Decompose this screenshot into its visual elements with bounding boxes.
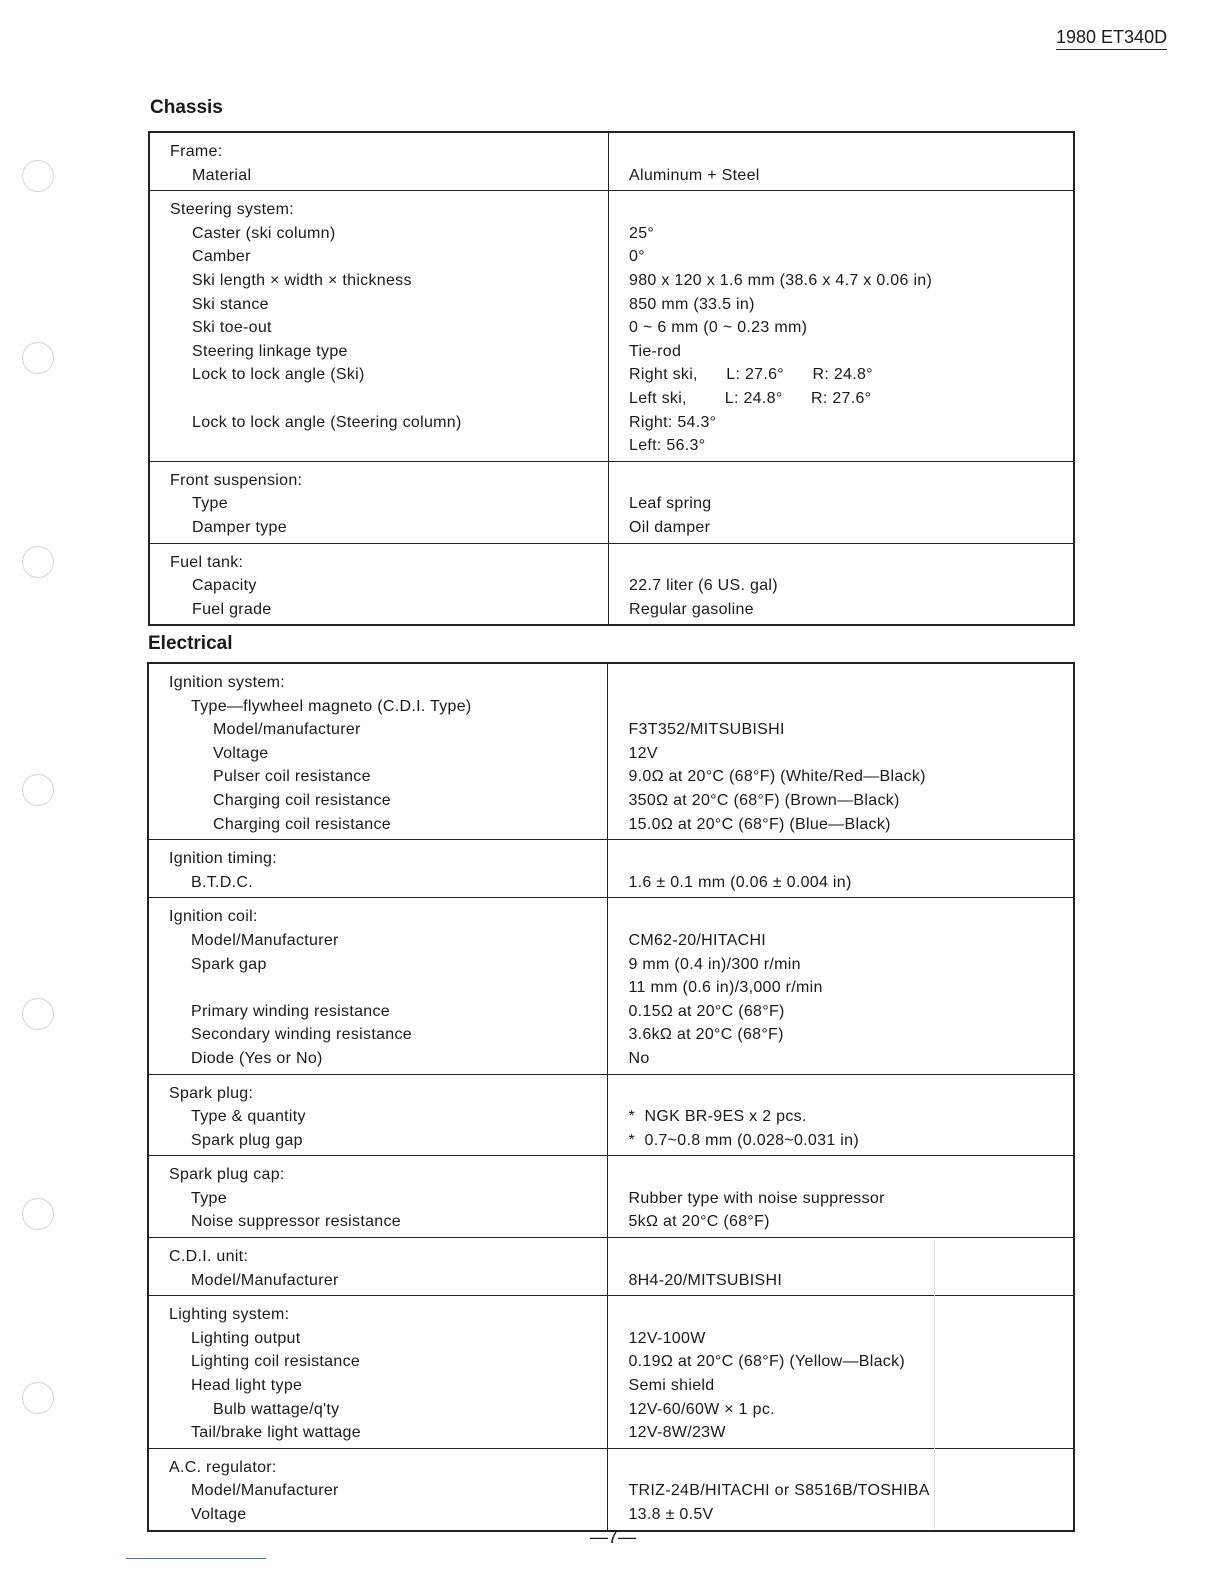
- spec-value: 350Ω at 20°C (68°F) (Brown—Black): [628, 791, 900, 809]
- spec-value: [629, 551, 1073, 575]
- spec-value-cell: [608, 1238, 1074, 1296]
- spec-item-label: Camber: [192, 248, 251, 266]
- spec-label-cell: [148, 1448, 608, 1530]
- spec-row: [148, 1074, 1074, 1156]
- spec-item-label: Model/Manufacturer: [191, 931, 339, 949]
- spec-group-heading: Steering system:: [170, 201, 294, 219]
- spec-value: Left: 56.3°: [629, 437, 706, 455]
- spec-item-label: Ski length × width × thickness: [192, 271, 412, 289]
- page-number: —7—: [590, 1527, 637, 1547]
- spec-row: [149, 461, 1074, 543]
- spec-value: 11 mm (0.6 in)/3,000 r/min: [628, 979, 823, 997]
- spec-value: 0.19Ω at 20°C (68°F) (Yellow—Black): [628, 1353, 906, 1371]
- spec-item-label: Primary winding resistance: [191, 1002, 390, 1020]
- spec-row: [149, 132, 1074, 191]
- spec-label-cell: [149, 543, 609, 625]
- spec-row: [148, 663, 1074, 840]
- spec-value-cell: [608, 663, 1074, 840]
- spec-value: Left ski, L: 24.8° R: 27.6°: [629, 389, 872, 407]
- spec-group-heading: Ignition timing:: [169, 850, 277, 868]
- spec-value: 1.6 ± 0.1 mm (0.06 ± 0.004 in): [628, 873, 852, 891]
- spec-label-cell: [148, 898, 608, 1074]
- spec-value-cell: [608, 840, 1074, 898]
- spec-item-label: Secondary winding resistance: [191, 1026, 412, 1044]
- spec-value: 12V: [628, 744, 658, 762]
- spec-value: 12V-100W: [628, 1329, 706, 1347]
- spec-item-label: Material: [192, 166, 252, 184]
- spec-item-label: Ski stance: [192, 295, 269, 313]
- spec-item-label: Voltage: [191, 1506, 247, 1523]
- spec-item-label: Lock to lock angle (Steering column): [192, 413, 462, 431]
- spec-value: Semi shield: [628, 1377, 715, 1395]
- electrical-spec-table: [147, 662, 1075, 1532]
- spec-item-label: Damper type: [192, 518, 287, 536]
- section-title-chassis: Chassis: [150, 97, 223, 118]
- spec-value: 8H4-20/MITSUBISHI: [628, 1271, 783, 1289]
- spec-value-cell: [609, 461, 1075, 543]
- spec-label-cell: [149, 191, 609, 462]
- spec-item-label: Model/Manufacturer: [191, 1271, 339, 1289]
- spec-value: 9 mm (0.4 in)/300 r/min: [628, 955, 801, 973]
- spec-value: [628, 1163, 1073, 1187]
- spec-item-label: Caster (ski column): [192, 224, 336, 242]
- spec-value: Leaf spring: [629, 495, 712, 513]
- spec-item-label: Tail/brake light wattage: [191, 1424, 361, 1442]
- spec-value: No: [628, 1049, 650, 1067]
- spec-row: [148, 1238, 1074, 1296]
- spec-group-heading: Ignition coil:: [169, 908, 258, 926]
- spec-item-label: Fuel grade: [192, 600, 272, 618]
- spec-label-cell: [148, 1238, 608, 1296]
- spec-value-cell: [609, 132, 1075, 191]
- scan-artifact-line: [934, 1240, 935, 1530]
- spec-item-label: Lock to lock angle (Ski): [192, 366, 365, 384]
- spec-value: 850 mm (33.5 in): [629, 295, 755, 313]
- spec-item-label: Noise suppressor resistance: [191, 1213, 401, 1231]
- spec-item-label: [170, 434, 608, 458]
- spec-group-heading: Lighting system:: [169, 1306, 290, 1324]
- spec-group-heading: A.C. regulator:: [169, 1458, 277, 1476]
- spec-value-cell: [609, 543, 1075, 625]
- spec-value: [629, 140, 1073, 164]
- spec-label-cell: [148, 1296, 608, 1449]
- spec-value-cell: [608, 1296, 1074, 1449]
- spec-group-heading: Front suspension:: [170, 471, 303, 489]
- spec-value: 15.0Ω at 20°C (68°F) (Blue—Black): [628, 815, 891, 833]
- spec-value: 0.15Ω at 20°C (68°F): [628, 1002, 785, 1020]
- spec-item-label: Capacity: [192, 577, 257, 595]
- spec-value: TRIZ-24B/HITACHI or S8516B/TOSHIBA: [628, 1482, 930, 1500]
- spec-item-label: Steering linkage type: [192, 342, 348, 360]
- spec-item-label: Pulser coil resistance: [213, 768, 371, 786]
- spec-value: 5kΩ at 20°C (68°F): [628, 1213, 770, 1231]
- spec-group-heading: Fuel tank:: [170, 553, 244, 571]
- spec-value: Tie-rod: [629, 342, 682, 360]
- spec-value: Right: 54.3°: [629, 413, 717, 431]
- spec-value: 9.0Ω at 20°C (68°F) (White/Red—Black): [628, 768, 926, 786]
- spec-row: [148, 898, 1074, 1074]
- binder-hole: [22, 1382, 54, 1414]
- section-title-electrical: Electrical: [148, 633, 233, 654]
- spec-value: Regular gasoline: [629, 600, 754, 618]
- spec-value: 980 x 120 x 1.6 mm (38.6 x 4.7 x 0.06 in): [629, 271, 933, 289]
- spec-value-cell: [609, 191, 1075, 462]
- spec-value: Aluminum + Steel: [629, 166, 760, 184]
- spec-value: * NGK BR-9ES x 2 pcs.: [628, 1108, 807, 1126]
- chassis-spec-table: [148, 131, 1075, 626]
- spec-value: 0 ~ 6 mm (0 ~ 0.23 mm): [629, 319, 808, 337]
- spec-value: 12V-60/60W × 1 pc.: [628, 1400, 775, 1418]
- spec-item-label: B.T.D.C.: [191, 873, 253, 891]
- spec-item-label: Type: [191, 1189, 227, 1207]
- binder-hole: [22, 774, 54, 806]
- spec-item-label: Ski toe-out: [192, 319, 272, 337]
- spec-value: 22.7 liter (6 US. gal): [629, 577, 778, 595]
- spec-value: [629, 198, 1073, 222]
- spec-label-cell: [148, 840, 608, 898]
- spec-row: [148, 1296, 1074, 1449]
- spec-item-label: Charging coil resistance: [213, 791, 391, 809]
- spec-value: CM62-20/HITACHI: [628, 931, 767, 949]
- spec-value-cell: [608, 1448, 1074, 1530]
- spec-group-heading: Frame:: [170, 143, 223, 160]
- document-code: 1980 ET340D: [1056, 26, 1167, 50]
- spec-value: 25°: [629, 224, 655, 242]
- spec-item-label: [170, 387, 608, 411]
- spec-value: [628, 695, 1073, 719]
- spec-value: [628, 1456, 1073, 1480]
- spec-label-cell: [148, 1074, 608, 1156]
- footer-rule: [126, 1558, 266, 1559]
- spec-item-label: Type: [192, 495, 228, 513]
- spec-item-label: Charging coil resistance: [213, 815, 391, 833]
- spec-item-label: Head light type: [191, 1377, 303, 1395]
- spec-value: 13.8 ± 0.5V: [628, 1506, 714, 1523]
- binder-hole: [22, 342, 54, 374]
- spec-row: [149, 191, 1074, 462]
- spec-value: [629, 469, 1073, 493]
- spec-value: 0°: [629, 248, 645, 266]
- spec-value-cell: [608, 1074, 1074, 1156]
- spec-item-label: Diode (Yes or No): [191, 1049, 323, 1067]
- spec-item-label: Type & quantity: [191, 1108, 306, 1126]
- spec-item-label: Lighting coil resistance: [191, 1353, 361, 1371]
- spec-value: [628, 905, 1073, 929]
- spec-value: 12V-8W/23W: [628, 1424, 726, 1442]
- spec-group-heading: Spark plug:: [169, 1084, 254, 1102]
- spec-item-label: Model/manufacturer: [213, 721, 361, 739]
- spec-row: [149, 543, 1074, 625]
- spec-item-label: [169, 976, 607, 1000]
- spec-value-cell: [608, 898, 1074, 1074]
- spec-label-cell: [149, 461, 609, 543]
- spec-value: * 0.7~0.8 mm (0.028~0.031 in): [628, 1131, 859, 1149]
- spec-item-label: Lighting output: [191, 1329, 301, 1347]
- binder-hole: [22, 546, 54, 578]
- spec-item-label: Model/Manufacturer: [191, 1482, 339, 1500]
- spec-row: [148, 840, 1074, 898]
- spec-item-label: Voltage: [213, 744, 269, 762]
- spec-value-cell: [608, 1156, 1074, 1238]
- binder-hole: [22, 998, 54, 1030]
- spec-label-cell: [148, 663, 608, 840]
- spec-value: [628, 1303, 1073, 1327]
- spec-item-label: Bulb wattage/q'ty: [213, 1400, 340, 1418]
- spec-value: Oil damper: [629, 518, 711, 536]
- spec-group-heading: C.D.I. unit:: [169, 1248, 249, 1266]
- spec-label-cell: [149, 132, 609, 191]
- spec-value: Rubber type with noise suppressor: [628, 1189, 885, 1207]
- spec-item-label: Spark plug gap: [191, 1131, 303, 1149]
- spec-value: F3T352/MITSUBISHI: [628, 721, 785, 739]
- spec-value: [628, 671, 1073, 695]
- spec-label-cell: [148, 1156, 608, 1238]
- binder-hole: [22, 160, 54, 192]
- spec-row: [148, 1448, 1074, 1530]
- spec-value: [628, 1082, 1073, 1106]
- spec-value: Right ski, L: 27.6° R: 24.8°: [629, 366, 873, 384]
- spec-item-label: Type—flywheel magneto (C.D.I. Type): [191, 697, 472, 715]
- binder-hole: [22, 1198, 54, 1230]
- spec-value: [628, 847, 1073, 871]
- spec-value: [628, 1245, 1073, 1269]
- spec-group-heading: Spark plug cap:: [169, 1166, 285, 1184]
- spec-row: [148, 1156, 1074, 1238]
- spec-group-heading: Ignition system:: [169, 674, 285, 691]
- spec-value: 3.6kΩ at 20°C (68°F): [628, 1026, 784, 1044]
- spec-item-label: Spark gap: [191, 955, 267, 973]
